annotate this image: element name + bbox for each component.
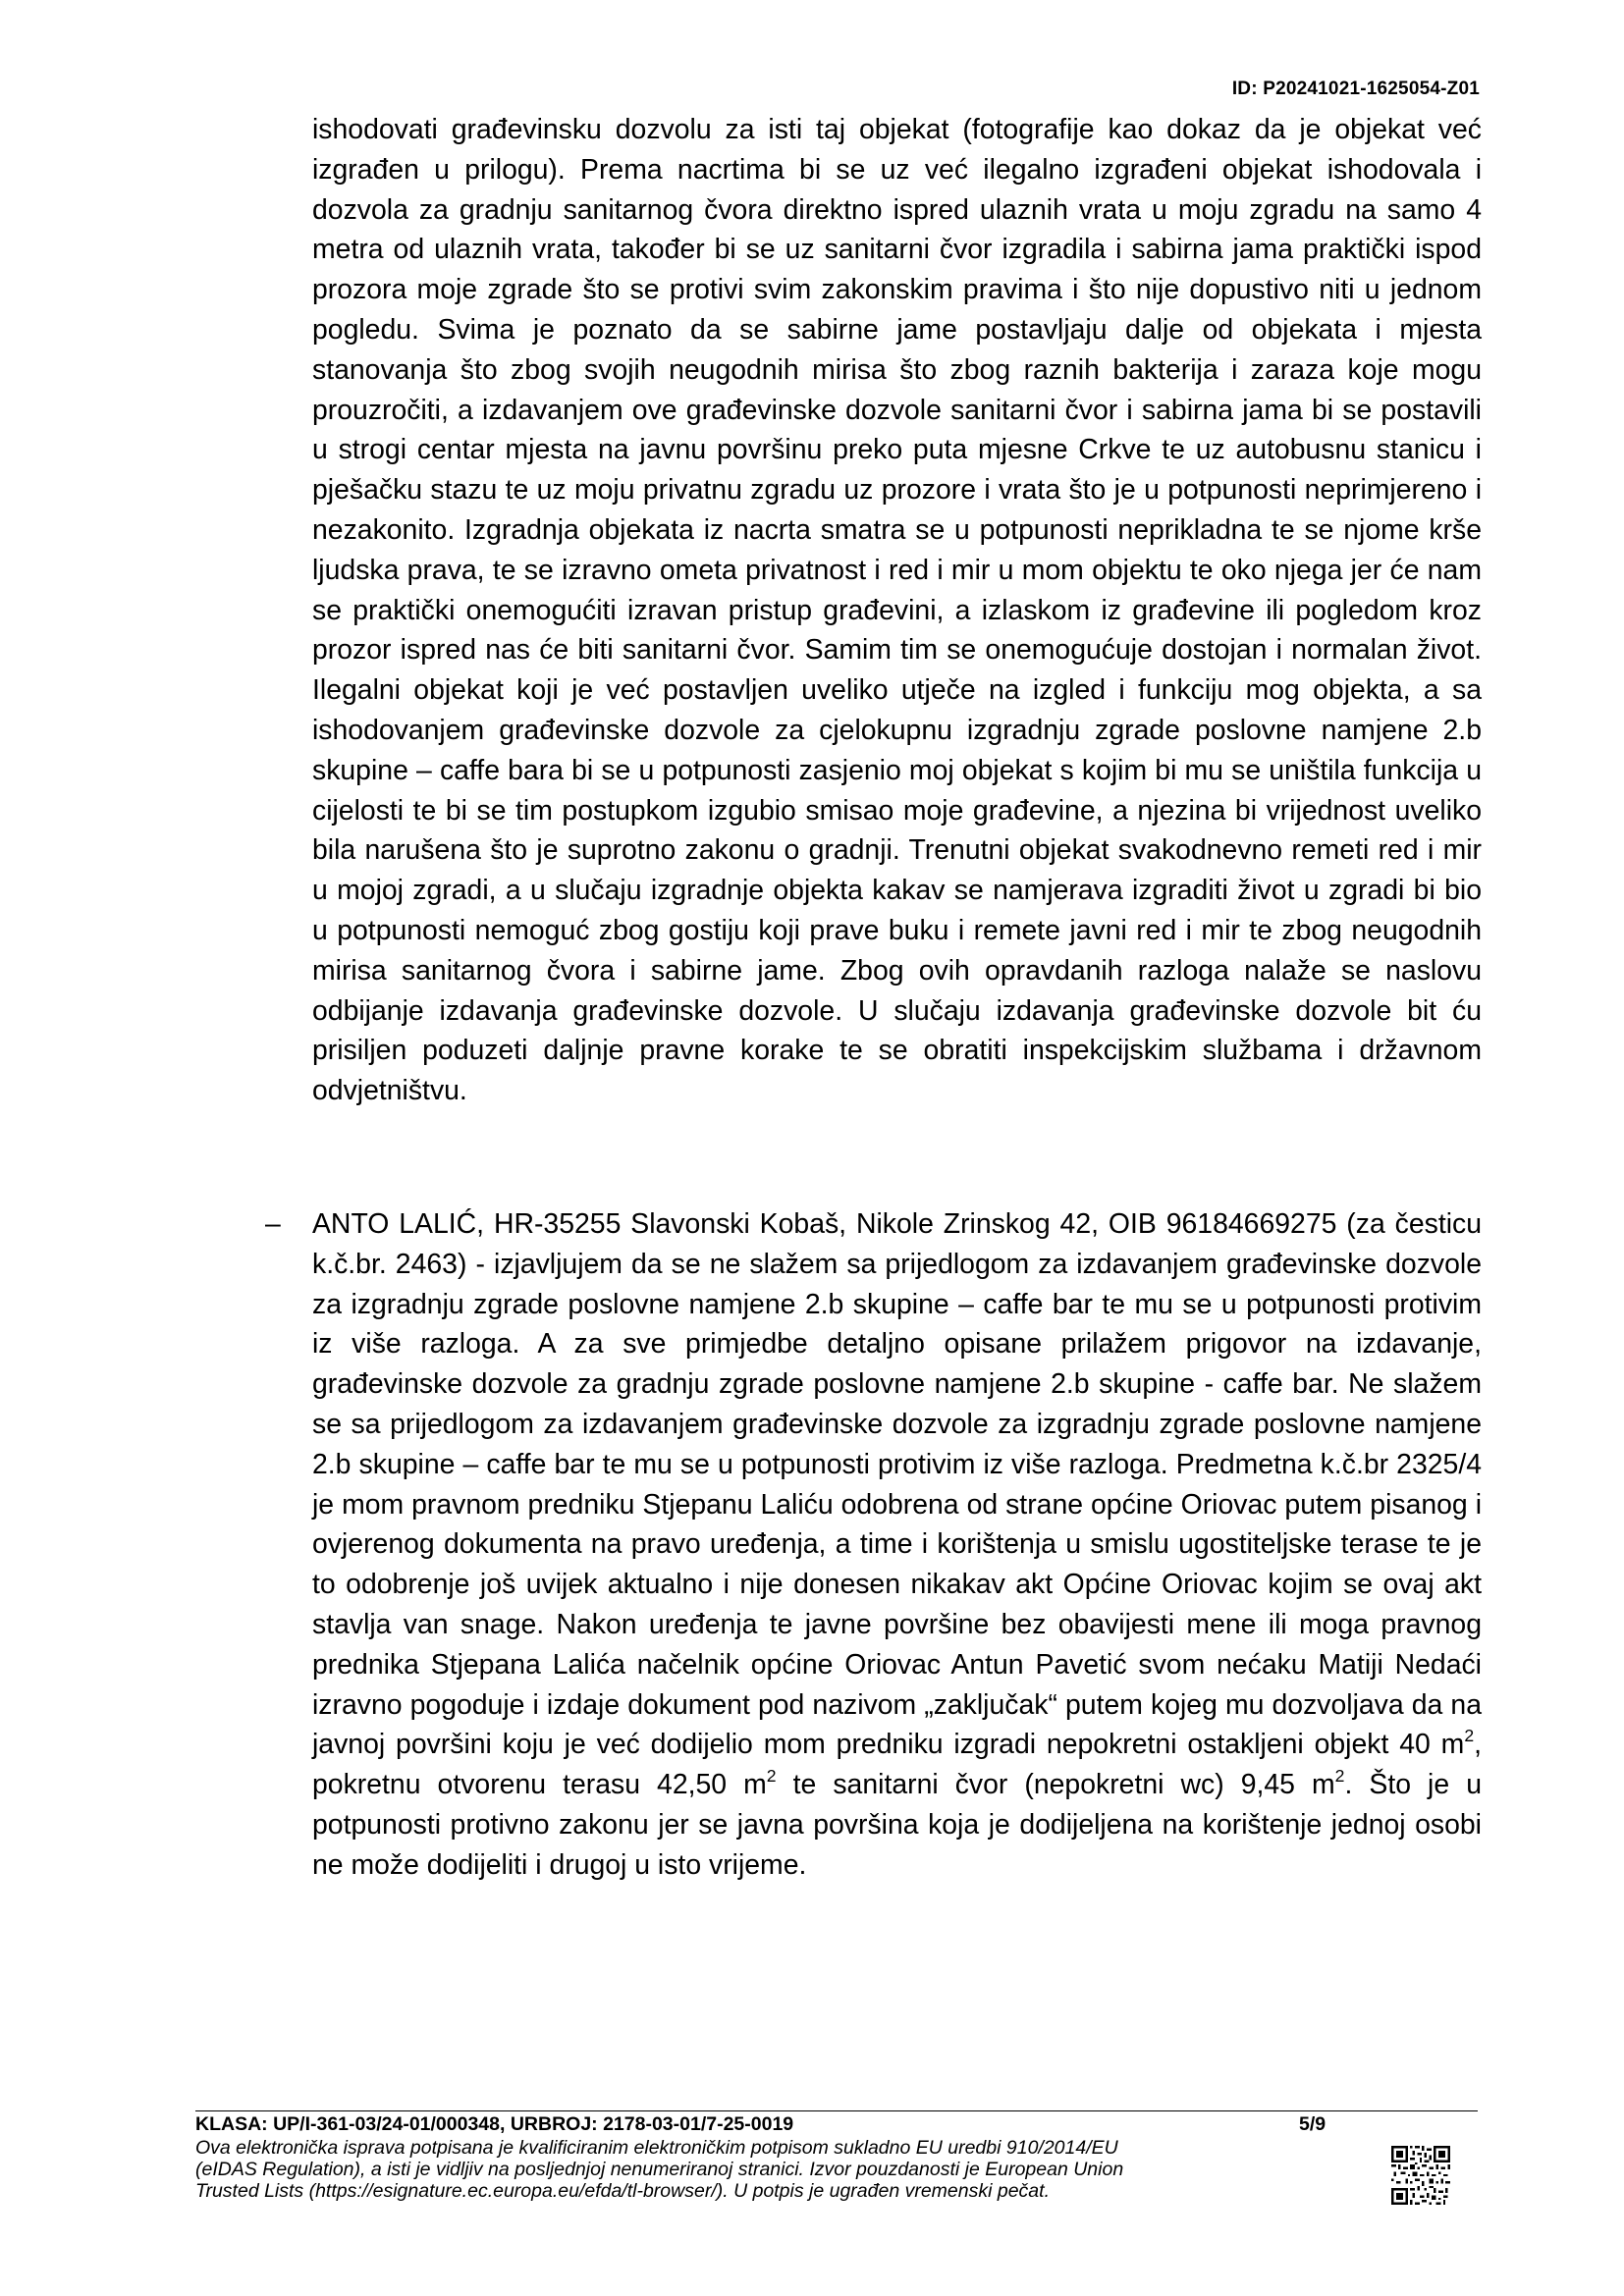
body-paragraph: ishodovati građevinsku dozvolu za isti taj objekat (fotografije kao dokaz da je objekat već izgrađen u prilogu). Prema nacrtima bi se uz već ilegalno izgrađeni objekat ishodovala i dozvola za gradnju sanitarnog čvora direktno ispred ulaznih vrata u moju zgradu na samo 4 metra od ulaznih vrata, također bi se uz sanitarni čvor izgradila i sabirna jama praktički ispod prozora moje zgrade što se protivi svim zakonskim pravima i što nije dopustivo niti u jednom pogledu. Svima je poznato da se sabirne jame postavljaju dalje od objekata i mjesta stanovanja što zbog svojih neugodnih mirisa što zbog raznih bakterija i zaraza koje mogu prouzročiti, a izdavanjem ove građevinske dozvole sanitarni čvor i sabirna jama bi se postavili u strogi centar mjesta na javnu površinu preko puta mjesne Crkve te uz autobusnu stanicu i pješačku stazu te uz moju privatnu zgradu uz prozore i vrata što je u potpunosti neprimjereno i nezakonito. Izgradnja objekata iz nacrta smatra se u potpunosti neprikladna te se njome krše ljudska prava, te se izravno ometa privatnost i red i mir u mom objektu te oko njega jer će nam se praktički onemogućiti izravan pristup građevini, a izlaskom iz građevine ili pogledom kroz prozor ispred nas će biti sanitarni čvor. Samim tim se onemogućuje dostojan i normalan život. Ilegalni objekat koji je već postavljen uveliko utječe na izgled i funkciju mog objekta, a sa ishodovanjem građevinske dozvole za cjelokupnu izgradnju zgrade poslovne namjene 2.b skupine – caffe bara bi se u potpunosti zasjenio moj objekat s kojim bi mu se uništila funkcija u cijelosti te bi se tim postupkom izgubio smisao moje građevine, a njezina bi vrijednost uveliko bila narušena što je suprotno zakonu o gradnji. Trenutni objekat svakodnevno remeti red i mir u mojoj zgradi, a u slučaju izgradnje objekta kakav se namjerava izgraditi život u zgradi bi bio u potpunosti nemoguć zbog gostiju koji prave buku i remete javni red i mir te zbog neugodnih mirisa sanitarnog čvora i sabirne jame. Zbog ovih opravdanih razloga nalaže se naslovu odbijanje izdavanja građevinske dozvole. U slučaju izdavanja građevinske dozvole bit ću prisiljen poduzeti daljnje pravne korake te se obratiti inspekcijskim službama i državnom odvjetništvu. xyxy=(312,114,1482,1107)
document-id: ID: P20241021-1625054-Z01 xyxy=(1231,79,1480,99)
superscript-2: 2 xyxy=(766,1765,777,1786)
signature-notice xyxy=(195,2137,1295,2202)
superscript-1: 2 xyxy=(1464,1726,1475,1746)
objection-text-mid1: , pokretnu otvorenu terasu 42,50 m xyxy=(312,1729,1482,1801)
qr-code-icon xyxy=(1391,2146,1450,2205)
notice-line-3: Trusted Lists (https://esignature.ec.europa.eu/efda/tl-browser/). U potpis je ugrađen vremenski pečat. xyxy=(195,2180,1050,2202)
notice-line-2: (eIDAS Regulation), a isti je vidljiv na posljednjoj nenumeriranoj stranici. Izvor pouzdanosti je European Union xyxy=(195,2159,1124,2180)
page-number: 5/9 xyxy=(1299,2113,1326,2135)
superscript-3: 2 xyxy=(1334,1765,1345,1786)
list-dash: – xyxy=(265,1208,281,1240)
footer-klasa: KLASA: UP/I-361-03/24-01/000348, URBROJ: 2178-03-01/7-25-0019 xyxy=(195,2113,794,2135)
objection-text-end: . Što je u potpunosti protivno zakonu jer se javna površina koja je dodijeljena na korištenje jednoj osobi ne može dodijeliti i drugoj u isto vrijeme. xyxy=(312,1769,1482,1881)
body-paragraph-block xyxy=(312,110,1482,1111)
objection-list-item xyxy=(265,1204,1482,1886)
footer-divider xyxy=(195,2110,1478,2111)
objection-text-mid2: te sanitarni čvor (nepokretni wc) 9,45 m xyxy=(776,1769,1335,1801)
objection-text-main: ANTO LALIĆ, HR-35255 Slavonski Kobaš, Nikole Zrinskog 42, OIB 96184669275 (za česticu k.č.br. 2463) - izjavljujem da se ne slažem sa prijedlogom za izdavanjem građevinske dozvole za izgradnju zgrade poslovne namjene 2.b skupine – caffe bar te mu se u potpunosti protivim iz više razloga. A za sve primjedbe detaljno opisane prilažem prigovor na izdavanje, građevinske dozvole za gradnju zgrade poslovne namjene 2.b skupine - caffe bar. Ne slažem se sa prijedlogom za izdavanjem građevinske dozvole za izgradnju zgrade poslovne namjene 2.b skupine – caffe bar te mu se u potpunosti protivim iz više razloga. Predmetna k.č.br 2325/4 je mom pravnom predniku Stjepanu Laliću odobrena od strane općine Oriovac putem pisanog i ovjerenog dokumenta na pravo uređenja, a time i korištenja u smislu ugostiteljske terase te je to odobrenje još uvijek aktualno i nije donesen nikakav akt Općine Oriovac kojim se ovaj akt stavlja van snage. Nakon uređenja te javne površine bez obavijesti mene ili moga pravnog prednika Stjepana Lalića načelnik općine Oriovac Antun Pavetić svom nećaku Matiji Nedaći izravno pogoduje i izdaje dokument pod nazivom „zaključak“ putem kojeg mu dozvoljava da na javnoj površini koju je već dodijelio mom predniku izgradi nepokretni ostakljeni objekt 40 m xyxy=(312,1208,1482,1761)
notice-line-1: Ova elektronička isprava potpisana je kvalificiranim elektroničkim potpisom sukladno EU uredbi 910/2014/EU xyxy=(195,2137,1118,2159)
footer-reference-line xyxy=(195,2113,1326,2135)
objection-paragraph xyxy=(312,1204,1482,1886)
